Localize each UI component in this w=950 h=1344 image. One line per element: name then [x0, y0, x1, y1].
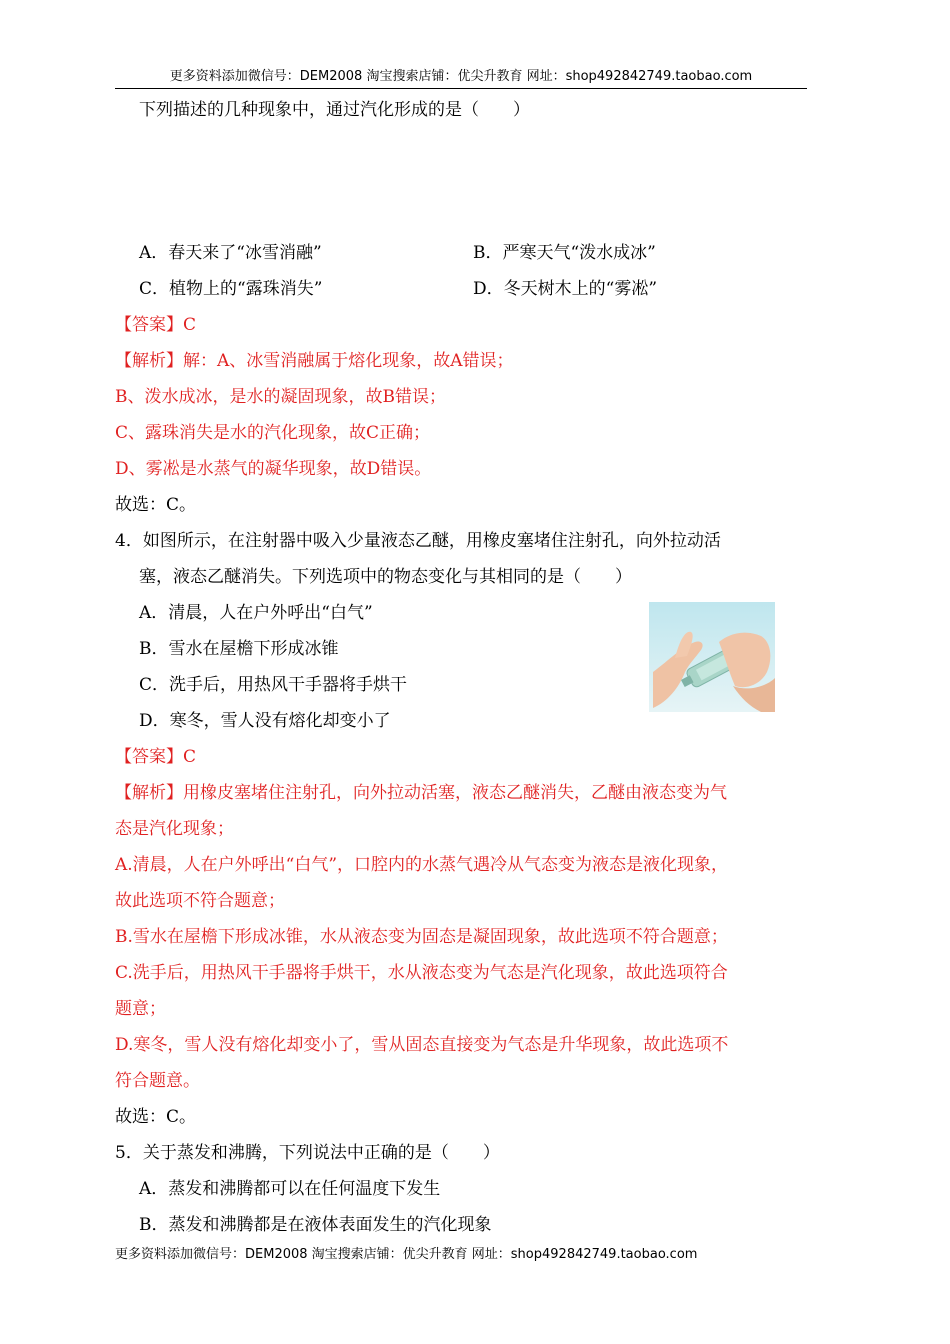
answer-value: C: [183, 315, 197, 335]
page-header: 更多资料添加微信号：DEM2008 淘宝搜索店铺：优尖升教育 网址：shop492842749.taobao.com: [115, 66, 807, 89]
answer-value: C: [183, 747, 197, 767]
q3-analysis-line: B、泼水成冰，是水的凝固现象，故B错误；: [115, 387, 446, 407]
q4-stem-line-1: 4．如图所示，在注射器中吸入少量液态乙醚，用橡皮塞堵住注射孔，向外拉动活: [115, 531, 721, 551]
page-footer: 更多资料添加微信号：DEM2008 淘宝搜索店铺：优尖升教育 网址：shop492842749.taobao.com: [115, 1247, 698, 1262]
q4-option-d: D．寒冬，雪人没有熔化却变小了: [139, 711, 391, 731]
analysis-tag: 【解析】: [115, 351, 183, 371]
q4-option-a: A．清晨，人在户外呼出“白气”: [139, 603, 373, 623]
syringe-hand-illustration: [649, 602, 775, 712]
q4-choice: 故选：C。: [115, 1107, 197, 1127]
analysis-tag: 【解析】: [115, 783, 183, 803]
syringe-photo: [649, 602, 775, 712]
q4-stem-line-2: 塞，液态乙醚消失。下列选项中的物态变化与其相同的是（ ）: [139, 567, 632, 587]
q3-choice: 故选：C。: [115, 495, 197, 515]
q5-option-a: A．蒸发和沸腾都可以在任何温度下发生: [139, 1179, 441, 1199]
q4-analysis-line: [115, 781, 727, 805]
q4-analysis-line: 态是汽化现象；: [115, 819, 234, 839]
q4-option-c: C．洗手后，用热风干手器将手烘干: [139, 675, 408, 695]
q4-answer: [115, 745, 196, 769]
q3-option-a: A．春天来了“冰雪消融”: [139, 243, 322, 263]
q3-analysis-line: C、露珠消失是水的汽化现象，故C正确；: [115, 423, 431, 443]
answer-tag: 【答案】: [115, 747, 183, 767]
q4-analysis-line: A.清晨，人在户外呼出“白气”，口腔内的水蒸气遇冷从气态变为液态是液化现象，: [115, 855, 729, 875]
q4-analysis-line: 题意；: [115, 999, 166, 1019]
q4-analysis-line: C.洗手后，用热风干手器将手烘干，水从液态变为气态是汽化现象，故此选项符合: [115, 963, 728, 983]
analysis-text: 用橡皮塞堵住注射孔，向外拉动活塞，液态乙醚消失，乙醚由液态变为气: [183, 783, 727, 803]
q4-option-b: B．雪水在屋檐下形成冰锥: [139, 639, 339, 659]
q4-analysis-line: 符合题意。: [115, 1071, 200, 1091]
q5-stem: 5．关于蒸发和沸腾，下列说法中正确的是（ ）: [115, 1143, 500, 1163]
q3-option-c: C．植物上的“露珠消失”: [139, 279, 323, 299]
answer-tag: 【答案】: [115, 315, 183, 335]
q3-analysis-line: D、雾凇是水蒸气的凝华现象，故D错误。: [115, 459, 432, 479]
q3-answer: [115, 313, 196, 337]
q4-analysis-line: B.雪水在屋檐下形成冰锥，水从液态变为固态是凝固现象，故此选项不符合题意；: [115, 927, 728, 947]
q4-analysis-line: D.寒冬，雪人没有熔化却变小了，雪从固态直接变为气态是升华现象，故此选项不: [115, 1035, 729, 1055]
q4-analysis-line: 故此选项不符合题意；: [115, 891, 285, 911]
analysis-text: 解：A、冰雪消融属于熔化现象，故A错误；: [183, 351, 514, 371]
q3-analysis-line: [115, 349, 514, 373]
q5-option-b: B．蒸发和沸腾都是在液体表面发生的汽化现象: [139, 1215, 492, 1235]
q3-option-b: B．严寒天气“泼水成冰”: [473, 243, 656, 263]
q3-stem: 下列描述的几种现象中，通过汽化形成的是（ ）: [139, 100, 530, 120]
q3-option-d: D．冬天树木上的“雾凇”: [473, 279, 658, 299]
